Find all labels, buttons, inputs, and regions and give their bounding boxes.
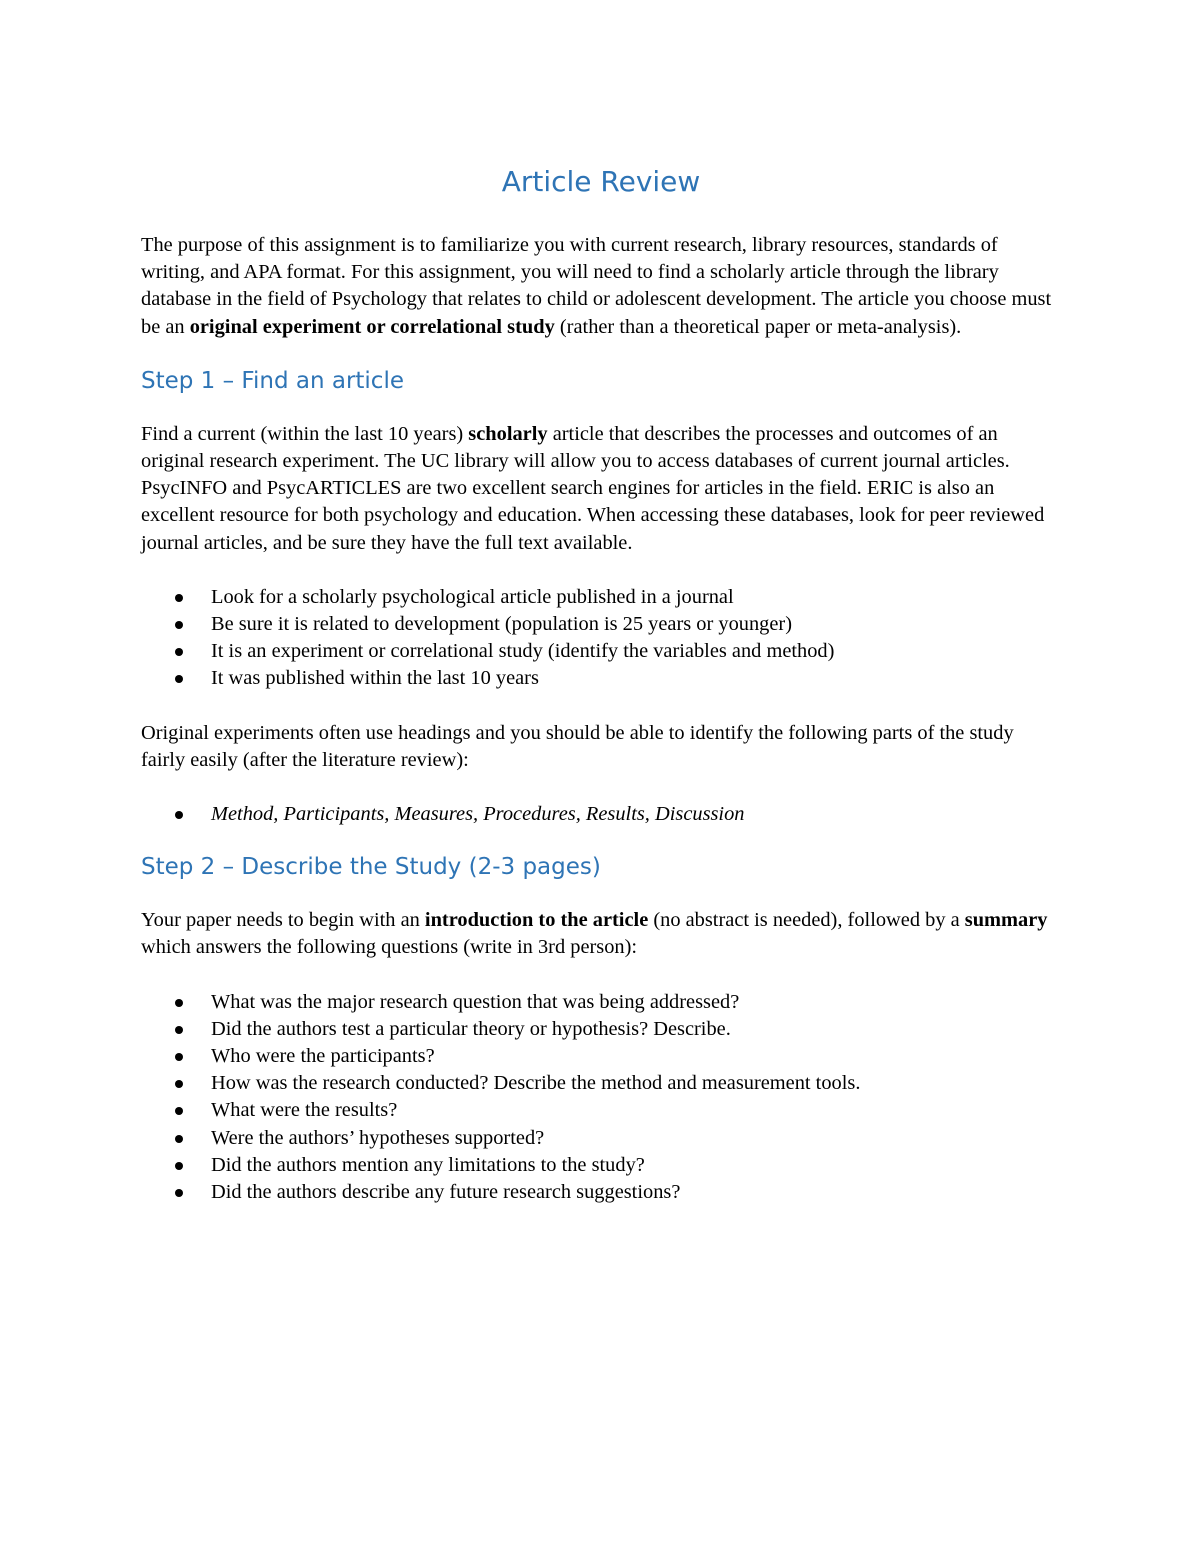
step1-text-2: article that describes the processes and outcomes of an original research experiment. The UC library will allow you to access databases of current journal articles. PsycINFO and PsycARTICLES are two excellent search engines for articles in the field. ERIC is also an excellent resource for both psychology and education. When accessing these databases, look for peer reviewed journal articles, and be sure they have the full text available. [141, 422, 1045, 554]
list-item [141, 1016, 1061, 1043]
list-item [141, 1043, 1061, 1070]
step2-heading: Step 2 – Describe the Study (2-3 pages) [141, 854, 601, 881]
step1-heading: Step 1 – Find an article [141, 367, 404, 394]
list-item [141, 801, 1061, 828]
bullet-icon [175, 621, 183, 629]
bullet-icon [175, 594, 183, 602]
document-page [141, 160, 1061, 1206]
step2-bold-text-1: introduction to the article [424, 909, 649, 932]
intro-text-1: The purpose of this assignment is to familiarize you with current research, library resources, standards of writing, and APA format. For this assignment, you will need to find a scholarly article through the library database in the field of Psychology that relates to child or adolescent development. The article you choose must be an [141, 234, 1052, 338]
intro-bold-text: original experiment or correlational study [189, 315, 555, 338]
list-item-text: Were the authors’ hypotheses supported? [211, 1126, 545, 1149]
bullet-icon [175, 1080, 183, 1088]
list-item-text: It is an experiment or correlational study (identify the variables and method) [211, 640, 835, 663]
intro-paragraph [141, 232, 1061, 341]
bullet-icon [175, 999, 183, 1007]
list-item-text: Did the authors test a particular theory or hypothesis? Describe. [211, 1017, 731, 1040]
bullet-icon [175, 675, 183, 683]
step1-paragraph [141, 421, 1061, 557]
step1-bullet-list [141, 584, 1061, 693]
step1-paragraph-2: Original experiments often use headings and you should be able to identify the following parts of the study fairly easily (after the literature review): [141, 721, 1014, 771]
list-item-text: Did the authors mention any limitations to the study? [211, 1153, 645, 1176]
list-item-text: Who were the participants? [211, 1045, 435, 1068]
list-item [141, 1125, 1061, 1152]
bullet-icon [175, 1189, 183, 1197]
bullet-icon [175, 648, 183, 656]
list-item [141, 989, 1061, 1016]
bullet-icon [175, 811, 183, 819]
step2-bold-text-2: summary [964, 909, 1048, 932]
bullet-icon [175, 1162, 183, 1170]
step2-paragraph [141, 907, 1061, 961]
list-item [141, 1097, 1061, 1124]
step2-text-2: (no abstract is needed), followed by a [648, 909, 965, 932]
list-item [141, 584, 1061, 611]
step1-text-1: Find a current (within the last 10 years) [141, 422, 469, 445]
list-item [141, 1179, 1061, 1206]
bullet-icon [175, 1135, 183, 1143]
bullet-icon [175, 1053, 183, 1061]
list-item-text: Did the authors describe any future research suggestions? [211, 1181, 681, 1204]
step2-text-1: Your paper needs to begin with an [141, 909, 425, 932]
intro-text-2: (rather than a theoretical paper or meta-analysis). [554, 315, 962, 338]
list-item [141, 1070, 1061, 1097]
list-item [141, 638, 1061, 665]
list-item-text: Be sure it is related to development (population is 25 years or younger) [211, 613, 792, 636]
list-item-text: What was the major research question that was being addressed? [211, 990, 740, 1013]
list-item [141, 665, 1061, 692]
list-item [141, 611, 1061, 638]
document-title: Article Review [501, 165, 701, 198]
step2-question-list [141, 989, 1061, 1207]
step1-bold-text: scholarly [468, 422, 548, 445]
study-parts-text: Method, Participants, Measures, Procedures, Results, Discussion [211, 803, 745, 826]
list-item [141, 1152, 1061, 1179]
list-item-text: It was published within the last 10 years [211, 667, 539, 690]
bullet-icon [175, 1026, 183, 1034]
list-item-text: Look for a scholarly psychological article published in a journal [211, 585, 734, 608]
list-item-text: What were the results? [211, 1099, 398, 1122]
bullet-icon [175, 1107, 183, 1115]
study-parts-list [141, 801, 1061, 828]
step2-text-3: which answers the following questions (write in 3rd person): [141, 936, 638, 959]
list-item-text: How was the research conducted? Describe the method and measurement tools. [211, 1072, 861, 1095]
